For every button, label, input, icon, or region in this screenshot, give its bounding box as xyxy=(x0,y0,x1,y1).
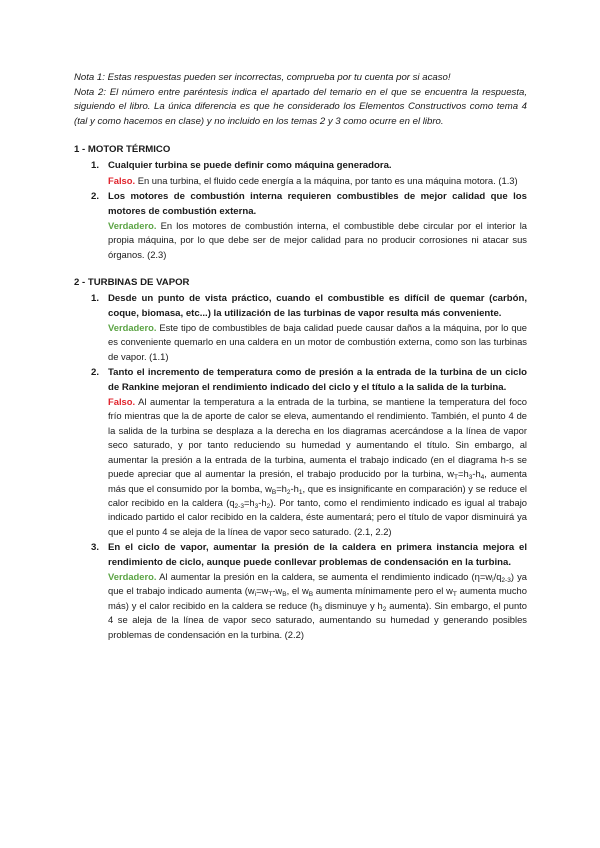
answer-fragment: , el w xyxy=(286,585,309,597)
question-item xyxy=(74,159,527,188)
answer-fragment: =h xyxy=(276,482,287,494)
answer-text xyxy=(108,321,527,364)
subscript: T xyxy=(268,591,273,599)
answer-fragment: /q xyxy=(493,570,502,582)
answer-fragment: Al aumentar la presión en la caldera, se aumenta el rendimiento indicado (η=w xyxy=(156,570,493,582)
subscript: i xyxy=(492,576,494,584)
answer-fragment: aumenta mínimamente pero el w xyxy=(313,585,453,597)
question-text: Cualquier turbina se puede definir como máquina generadora. xyxy=(108,160,392,172)
question-text: Tanto el incremento de temperatura como de presión a la entrada de la turbina de un ciclo de Rankine mejoran el rendimiento indicado del ciclo y el título a la salida de la turbina. xyxy=(108,367,527,393)
question-number: 2. xyxy=(91,367,100,379)
answer-text xyxy=(108,174,527,188)
subscript: 3 xyxy=(468,474,473,482)
answer-body: Este tipo de combustibles de baja calidad puede causar daños a la máquina, por lo que es conveniente quemarlo en una caldera en un motor de combustión externa, como son las turbinas de vapor. (1.1) xyxy=(108,322,527,362)
answer-fragment: Al aumentar la temperatura a la entrada de la turbina, se mantiene la temperatura del foco frío mientras que la de aporte de calor se eleva, aumentando el rendimiento. También, el punto 4 de la salida de la turbina se desplaza a la derecha en los diagramas acercándose a la línea de vapor seco saturado, y por tanto reduciendo su humedad y aumentando el título. Sin embargo, al aumentar la presión a la entrada de la turbina, aumenta el trabajo indicado (en el diagrama h-s se puede apreciar que al aumentar la presión, el trabajo producido por la turbina, w xyxy=(108,396,527,480)
answer-text xyxy=(108,395,527,539)
answer-fragment: -h xyxy=(258,496,267,508)
answer-body: En una turbina, el fluido cede energía a la máquina, por tanto es una máquina motora. (1.3) xyxy=(135,174,518,186)
subscript: 2 xyxy=(286,488,291,496)
question-number: 3. xyxy=(91,542,100,554)
question-text: En el ciclo de vapor, aumentar la presión de la caldera en primera instancia mejora el rendimiento de ciclo, aunque puede conllevar problemas de condensación en la turbina. xyxy=(108,542,527,568)
verdict-true: Verdadero. xyxy=(108,570,157,582)
note-1: Nota 1: Estas respuestas pueden ser incorrectas, comprueba por tu cuenta por si acaso! xyxy=(74,72,451,83)
question-text: Desde un punto de vista práctico, cuando el combustible es difícil de quemar (carbón, coque, biomasa, etc...) la utilización de las turbinas de vapor resulta más conveniente. xyxy=(108,293,527,319)
subscript: 4 xyxy=(480,474,485,482)
answer-body: En los motores de combustión interna, el combustible debe circular por el interior la propia máquina, por lo que debe ser de mejor calidad para no producir corrosiones ni atacar sus órganos. (2.3) xyxy=(108,220,527,260)
question-list xyxy=(74,159,527,262)
section-title: 2 - TURBINAS DE VAPOR xyxy=(74,277,190,289)
answer-fragment: -h xyxy=(290,482,299,494)
subscript: B xyxy=(271,488,277,496)
answer-text xyxy=(108,570,527,642)
answer-body xyxy=(108,571,527,640)
verdict-true: Verdadero. xyxy=(108,322,157,334)
answer-text xyxy=(108,219,527,262)
verdict-true: Verdadero. xyxy=(108,220,157,231)
subscript: 2 xyxy=(382,605,387,613)
question-number: 1. xyxy=(91,160,100,172)
question-item xyxy=(74,190,527,262)
answer-fragment: ). Por tanto, como el rendimiento indicado es igual al trabajo indicado partido el calor recibido en la caldera, éste aumentará; pero el título de vapor disminuirá ya que el punto 4 se aleja de la línea de vapor seco saturado. (2.1, 2.2) xyxy=(108,496,527,537)
answer-fragment: , que es insignificante en comparación) y se reduce el calor recibido en la caldera (q xyxy=(108,482,527,508)
section-title: 1 - MOTOR TÉRMICO xyxy=(74,144,171,156)
subscript: B xyxy=(282,591,287,599)
subscript: 2-3 xyxy=(234,502,244,510)
subscript: i xyxy=(254,591,257,599)
subscript: T xyxy=(452,591,457,599)
question-text: Los motores de combustión interna requieren combustibles de mejor calidad que los motores de combustión externa. xyxy=(108,191,527,217)
question-list xyxy=(74,292,527,642)
subscript: 1 xyxy=(298,488,303,496)
question-number: 2. xyxy=(91,191,100,203)
question-item xyxy=(74,292,527,364)
subscript: T xyxy=(454,474,458,482)
answer-fragment: ) ya que el trabajo indicado aumenta (w xyxy=(108,570,528,597)
subscript: 3 xyxy=(318,605,322,613)
notes-block xyxy=(74,71,527,129)
note-2: Nota 2: El número entre paréntesis indica el apartado del temario en el que se encuentra la respuesta, siguiendo el libro. La única diferencia es que he considerado los Elementos Constructivos como tema 4 (tal y como hacemos en clase) y no incluido en los temas 2 y 3 como ocurre en el libro. xyxy=(74,86,527,127)
subscript: 2 xyxy=(266,502,271,510)
section-motor-termico xyxy=(74,143,527,262)
subscript: 3 xyxy=(254,502,259,510)
answer-body xyxy=(108,396,527,537)
answer-fragment: disminuye y h xyxy=(321,599,383,611)
question-item xyxy=(74,366,527,539)
subscript: B xyxy=(308,591,314,599)
section-turbinas-de-vapor xyxy=(74,276,527,642)
verdict-false: Falso. xyxy=(108,174,136,186)
answer-fragment: -w xyxy=(272,585,283,597)
answer-fragment: =h xyxy=(458,468,469,480)
question-item xyxy=(74,541,527,642)
answer-fragment: , aumenta más que el consumido por la bomba, w xyxy=(108,468,527,494)
subscript: 2-3 xyxy=(501,576,511,584)
verdict-false: Falso. xyxy=(108,396,136,408)
answer-fragment: aumenta). Sin embargo, el punto 4 se aleja de la línea de vapor seco saturado, aumentando su humedad y generando posibles problemas de condensación en la turbina. (2.2) xyxy=(108,599,528,640)
answer-fragment: -h xyxy=(472,468,481,480)
answer-fragment: =h xyxy=(243,496,255,508)
answer-fragment: aumenta mucho más) y el calor recibido en la caldera se reduce (h xyxy=(108,585,527,611)
answer-fragment: =w xyxy=(256,585,269,597)
question-number: 1. xyxy=(91,293,100,305)
